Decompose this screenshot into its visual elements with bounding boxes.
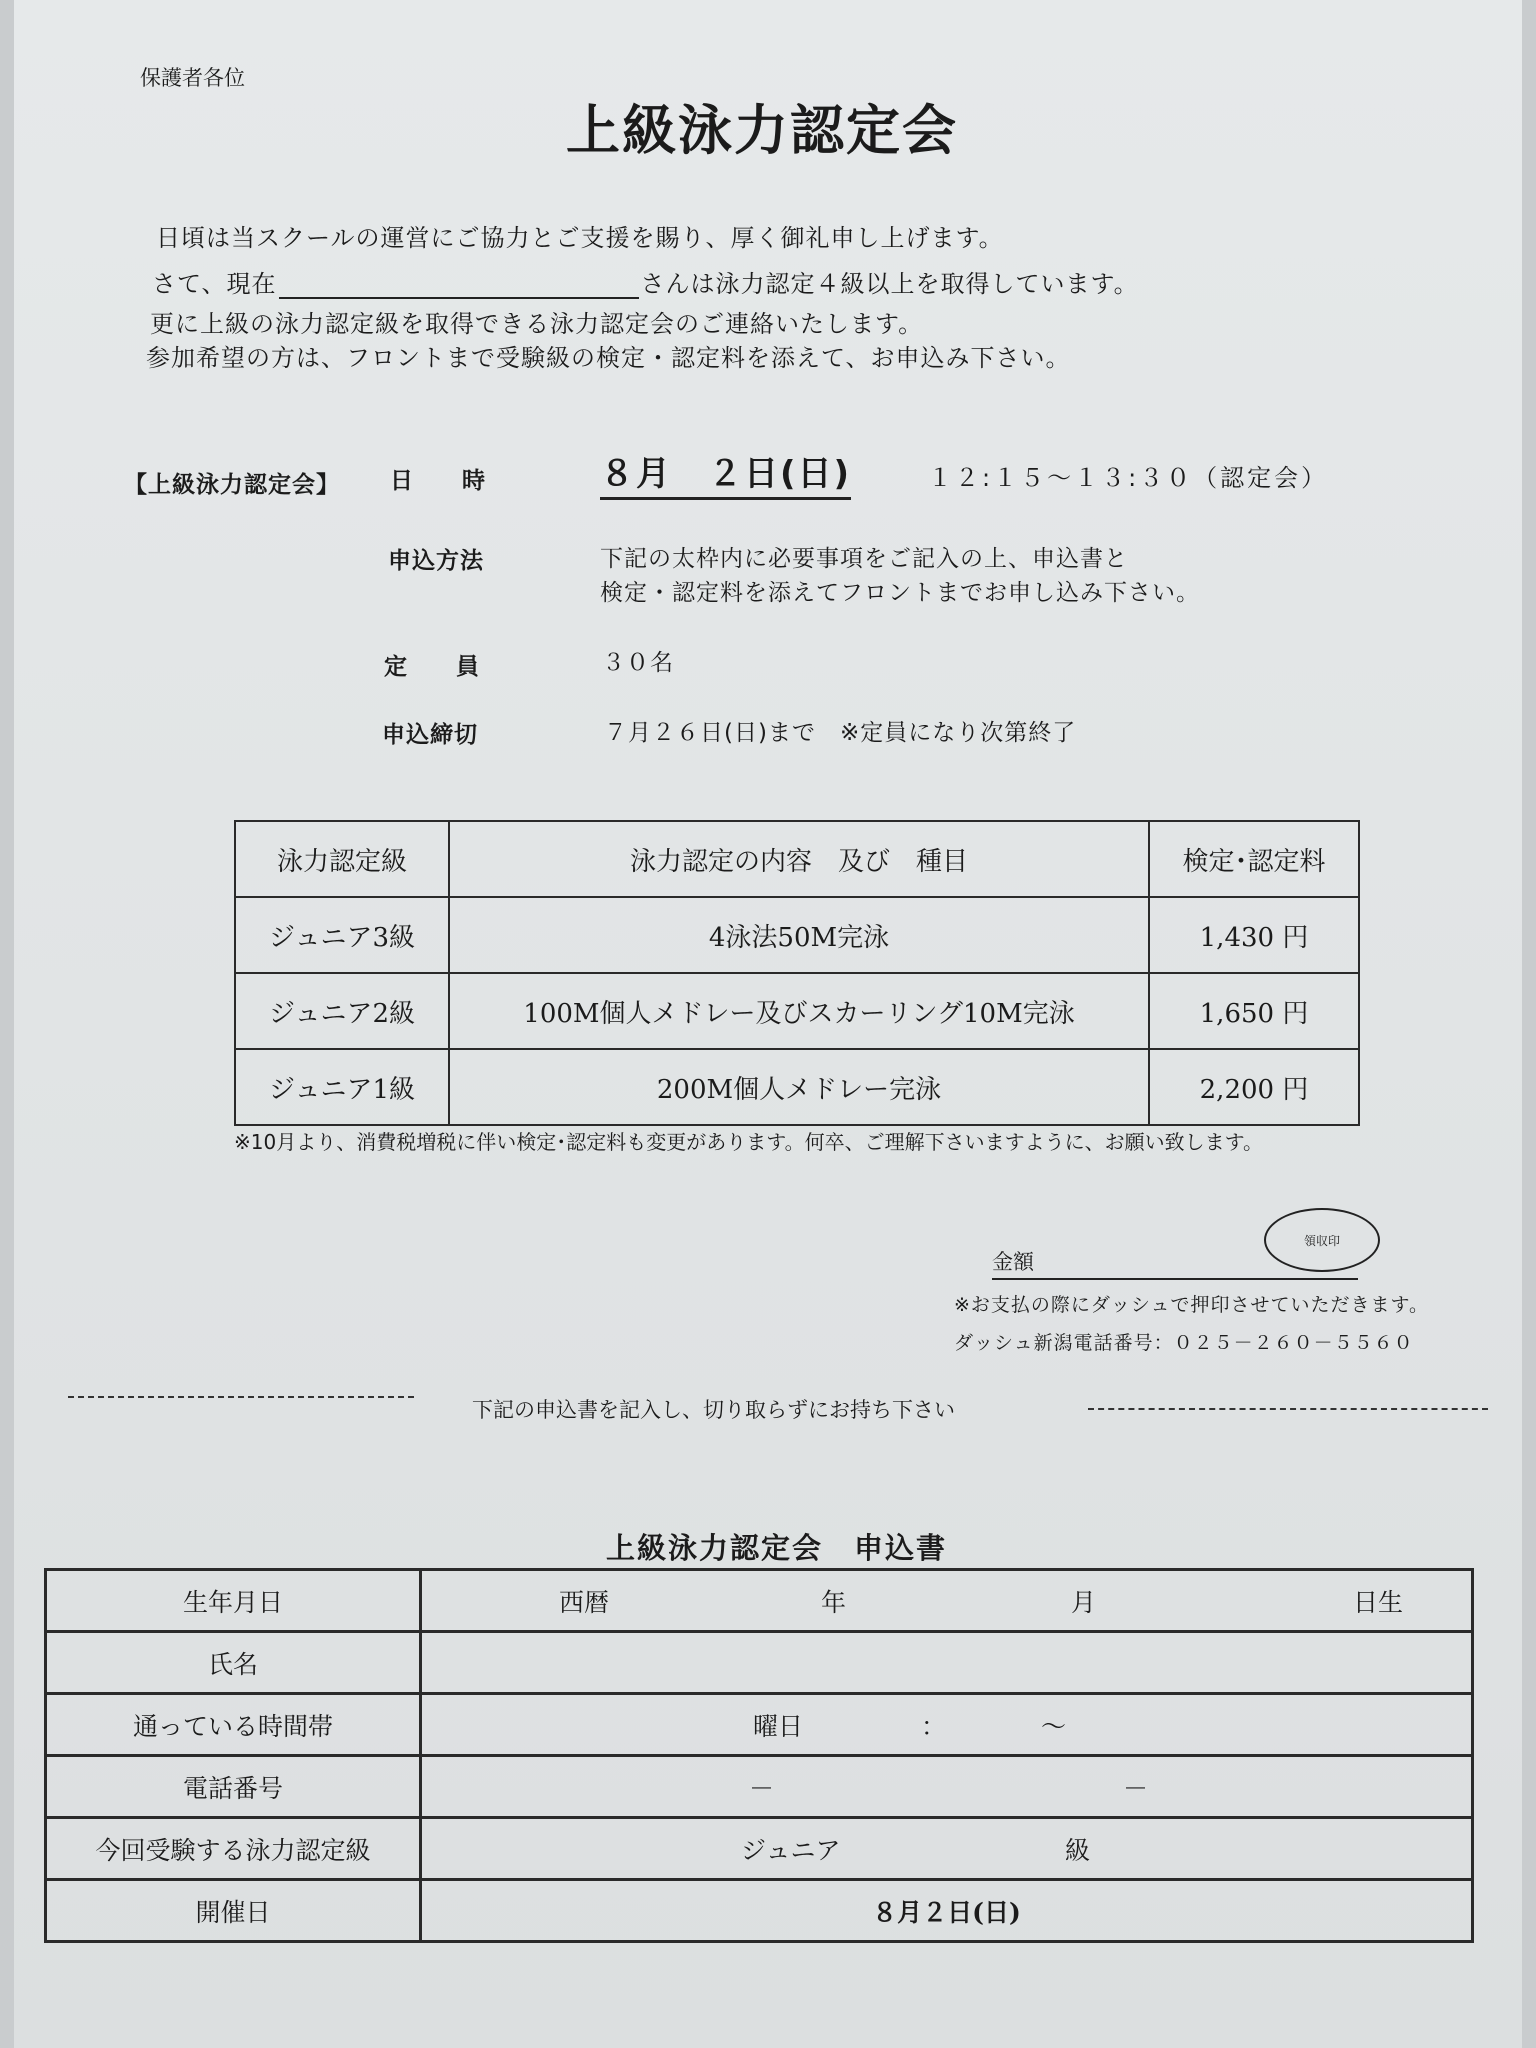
content-cell: 4泳法50M完泳 — [449, 897, 1149, 973]
stamp-note: ※お支払の際にダッシュで押印させていただきます。 — [954, 1294, 1430, 1316]
cut-instruction: 下記の申込書を記入し、切り取らずにお持ち下さい — [472, 1398, 955, 1422]
intro-line-2 — [152, 264, 1139, 299]
application-form — [44, 1568, 1474, 1943]
intro-line-1: 日頃は当スクールの運営にご協力とご支援を賜り、厚く御礼申し上げます。 — [156, 224, 1004, 252]
grade-prefix: ジュニア — [741, 1835, 841, 1865]
grades-header-row — [235, 821, 1359, 897]
cut-line-left — [68, 1396, 414, 1398]
method-value-2: 検定・認定料を添えてフロントまでお申し込み下さい。 — [600, 580, 1200, 606]
timeslot-colon: ： — [921, 1711, 947, 1741]
intro-line-4: 参加希望の方は、フロントまで受験級の検定・認定料を添えて、お申込み下さい。 — [146, 344, 1071, 372]
receipt-stamp-label: 領収印 — [1303, 1233, 1340, 1248]
grade-suffix: 級 — [1065, 1835, 1091, 1865]
content-cell: 200M個人メドレー完泳 — [449, 1049, 1149, 1125]
table-row — [235, 973, 1359, 1049]
birthdate-label: 生年月日 — [46, 1570, 421, 1632]
page-title: 上級泳力認定会 — [566, 99, 958, 162]
timeslot-label: 通っている時間帯 — [46, 1694, 421, 1756]
event-date-label: 開催日 — [46, 1880, 421, 1942]
birth-era: 西暦 — [559, 1587, 610, 1617]
timeslot-weekday: 曜日 — [753, 1711, 804, 1741]
phone-label: 電話番号 — [46, 1756, 421, 1818]
grade-cell: ジュニア2級 — [235, 973, 449, 1049]
deadline-label: 申込締切 — [382, 722, 478, 748]
tax-note: ※10月より、消費税増税に伴い検定･認定料も変更があります。何卒、ご理解下さいますように、お願い致します。 — [234, 1130, 1264, 1154]
form-row-grade — [46, 1818, 1473, 1880]
form-row-phone — [46, 1756, 1473, 1818]
capacity-label: 定 員 — [384, 654, 480, 680]
form-row-event-date — [46, 1880, 1473, 1942]
intro-line-2-pre: さて、現在 — [152, 270, 277, 298]
phone-dash-1: － — [749, 1773, 775, 1803]
fee-cell: 1,650 円 — [1149, 973, 1359, 1049]
method-label: 申込方法 — [388, 548, 484, 574]
grade-label: 今回受験する泳力認定級 — [46, 1818, 421, 1880]
fee-cell: 2,200 円 — [1149, 1049, 1359, 1125]
amount-line — [992, 1246, 1358, 1280]
name-label: 氏名 — [46, 1632, 421, 1694]
table-row — [235, 1049, 1359, 1125]
birthdate-field[interactable] — [421, 1570, 1473, 1632]
grades-header-content: 泳力認定の内容 及び 種目 — [449, 821, 1149, 897]
addressee: 保護者各位 — [140, 66, 245, 90]
method-value-1: 下記の太枠内に必要事項をご記入の上、申込書と — [600, 546, 1128, 572]
form-row-name — [46, 1632, 1473, 1694]
section-label: 【上級泳力認定会】 — [124, 472, 340, 498]
timeslot-field[interactable] — [421, 1694, 1473, 1756]
fee-cell: 1,430 円 — [1149, 897, 1359, 973]
grades-header-fee: 検定･認定料 — [1149, 821, 1359, 897]
form-title: 上級泳力認定会 申込書 — [606, 1531, 948, 1565]
phone-dash-2: － — [1123, 1773, 1149, 1803]
intro-line-3: 更に上級の泳力認定級を取得できる泳力認定会のご連絡いたします。 — [150, 310, 924, 338]
grade-field[interactable] — [421, 1818, 1473, 1880]
document-page — [14, 0, 1522, 2048]
event-date: ８月 ２日(日) — [600, 446, 851, 500]
grades-header-grade: 泳力認定級 — [235, 821, 449, 897]
student-name-blank — [279, 275, 639, 299]
event-date-value: ８月２日(日) — [421, 1880, 1473, 1942]
intro-line-2-post: さんは泳力認定４級以上を取得しています。 — [640, 270, 1139, 298]
phone-line: ダッシュ新潟電話番号：０２５－２６０－５５６０ — [954, 1332, 1414, 1354]
birth-year: 年 — [821, 1587, 847, 1617]
grade-cell: ジュニア3級 — [235, 897, 449, 973]
birth-day: 日生 — [1353, 1587, 1404, 1617]
amount-label: 金額 — [992, 1250, 1034, 1274]
name-field[interactable] — [421, 1632, 1473, 1694]
cut-line-right — [1088, 1408, 1488, 1410]
deadline-value: ７月２６日(日)まで ※定員になり次第終了 — [604, 720, 1077, 746]
form-row-birthdate — [46, 1570, 1473, 1632]
birth-month: 月 — [1071, 1587, 1097, 1617]
timeslot-tilde: ～ — [1041, 1711, 1067, 1741]
form-row-timeslot — [46, 1694, 1473, 1756]
grades-table — [234, 820, 1360, 1126]
phone-field[interactable] — [421, 1756, 1473, 1818]
event-time: １２:１５～１３:３０（認定会） — [928, 464, 1329, 492]
date-label: 日 時 — [390, 468, 486, 494]
grade-cell: ジュニア1級 — [235, 1049, 449, 1125]
table-row — [235, 897, 1359, 973]
capacity-value: ３０名 — [602, 650, 674, 676]
content-cell: 100M個人メドレー及びスカーリング10M完泳 — [449, 973, 1149, 1049]
